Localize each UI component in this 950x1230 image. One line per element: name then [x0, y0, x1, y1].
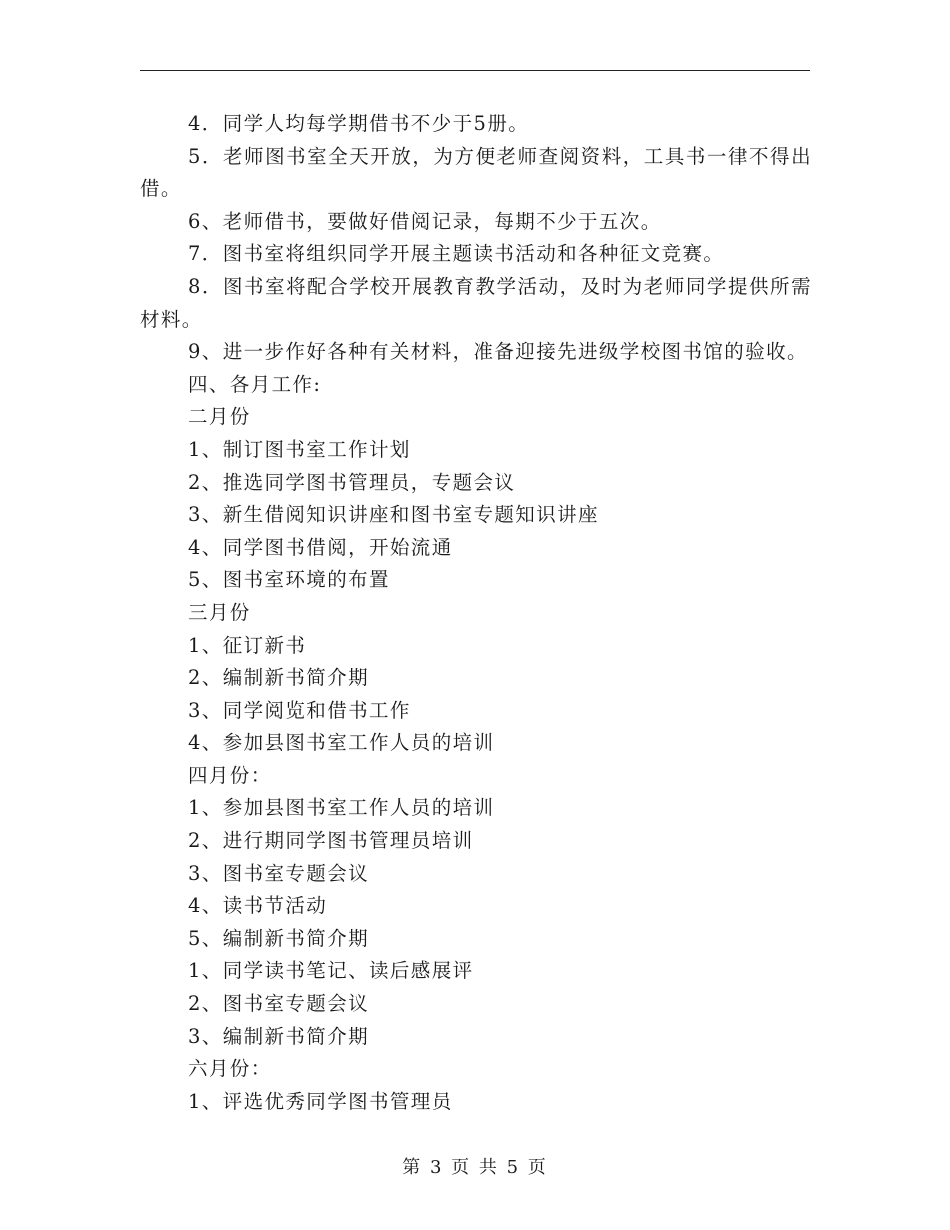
document-body [140, 108, 812, 1118]
list-item: 4、同学图书借阅，开始流通 [188, 535, 453, 559]
paragraph: 7．图书室将组织同学开展主题读书活动和各种征文竞赛。 [188, 242, 725, 266]
month-heading: 六月份： [188, 1057, 272, 1081]
paragraph: 5．老师图书室全天开放，为方便老师查阅资料，工具书一律不得出借。 [140, 144, 812, 201]
list-item: 1、制订图书室工作计划 [188, 437, 411, 461]
list-item: 1、同学读书笔记、读后感展评 [188, 959, 474, 983]
month-heading: 四月份： [188, 763, 272, 787]
list-item: 3、新生借阅知识讲座和图书室专题知识讲座 [188, 503, 599, 527]
month-heading: 三月份 [188, 600, 251, 624]
list-item: 1、征订新书 [188, 633, 307, 657]
list-item: 2、图书室专题会议 [188, 992, 370, 1016]
list-item: 3、编制新书简介期 [188, 1024, 370, 1048]
paragraph: 8．图书室将配合学校开展教育教学活动，及时为老师同学提供所需材料。 [140, 274, 812, 331]
list-item: 4、参加县图书室工作人员的培训 [188, 731, 495, 755]
page-footer: 第 3 页 共 5 页 [402, 1157, 548, 1178]
list-item: 1、评选优秀同学图书管理员 [188, 1089, 453, 1113]
paragraph: 9、进一步作好各种有关材料，准备迎接先进级学校图书馆的验收。 [188, 340, 808, 364]
list-item: 2、进行期同学图书管理员培训 [188, 829, 474, 853]
paragraph: 4．同学人均每学期借书不少于5册。 [188, 112, 530, 135]
list-item: 5、编制新书简介期 [188, 926, 370, 950]
month-heading: 二月份 [188, 405, 251, 429]
list-item: 5、图书室环境的布置 [188, 568, 390, 592]
list-item: 4、读书节活动 [188, 894, 328, 918]
list-item: 3、同学阅览和借书工作 [188, 698, 411, 722]
list-item: 2、编制新书简介期 [188, 666, 370, 690]
paragraph: 6、老师借书，要做好借阅记录，每期不少于五次。 [188, 209, 662, 233]
list-item: 1、参加县图书室工作人员的培训 [188, 796, 495, 820]
section-heading: 四、各月工作: [188, 372, 322, 396]
list-item: 3、图书室专题会议 [188, 861, 370, 885]
list-item: 2、推选同学图书管理员，专题会议 [188, 470, 516, 494]
header-rule [140, 70, 810, 71]
